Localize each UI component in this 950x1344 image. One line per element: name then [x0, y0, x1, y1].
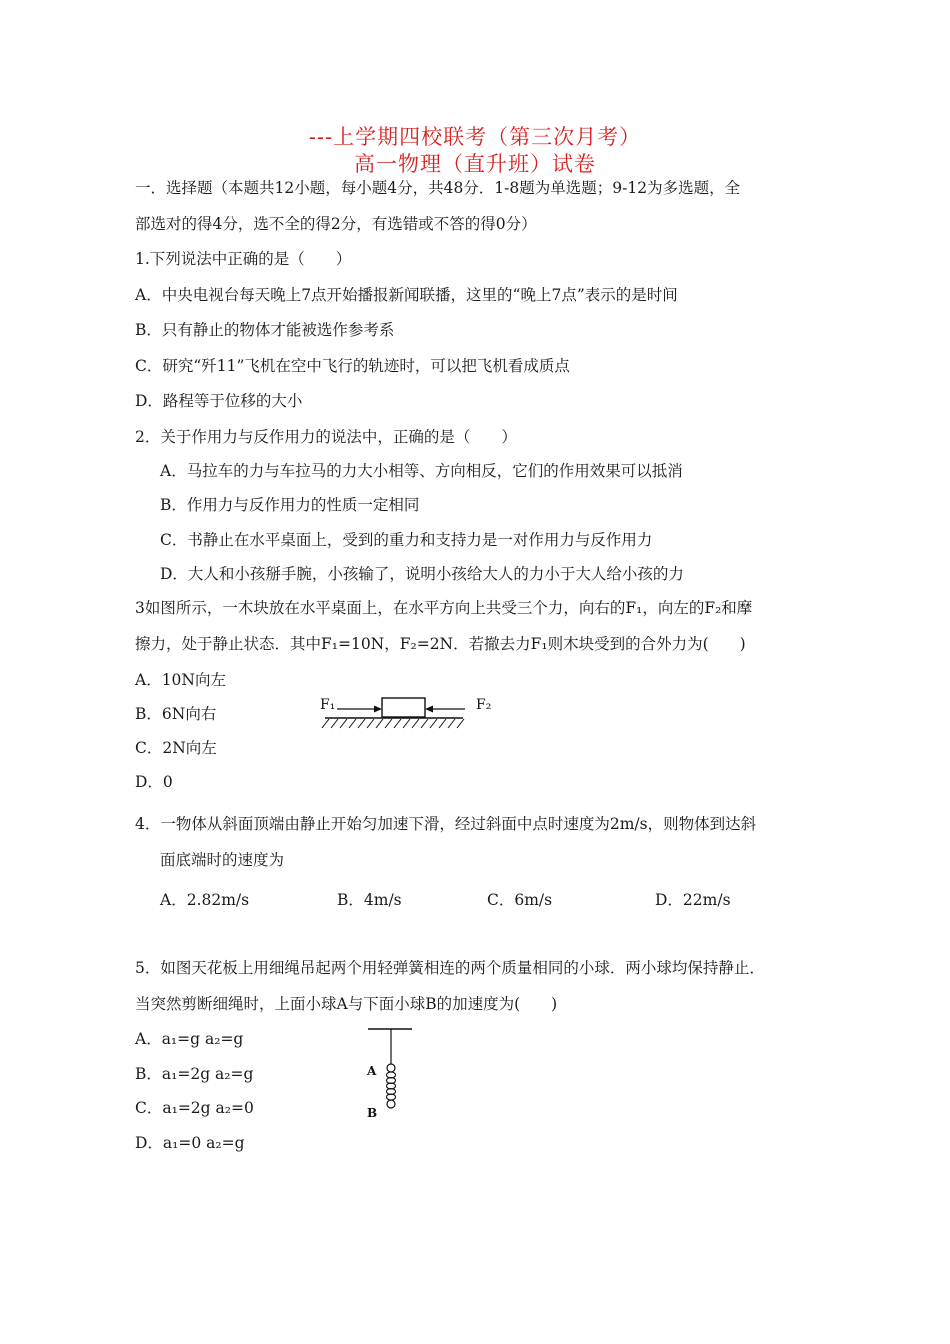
ball-b: [387, 1100, 395, 1108]
q4-option-c: C．6m/s: [487, 891, 553, 909]
q5-stem-line1: 5．如图天花板上用细绳吊起两个用轻弹簧相连的两个质量相同的小球．两小球均保持静止．: [135, 959, 765, 977]
q2-option-b: B．作用力与反作用力的性质一定相同: [160, 496, 420, 514]
q5-stem-line2: 当突然剪断细绳时，上面小球A与下面小球B的加速度为( ): [135, 995, 558, 1013]
ground-hatching: [322, 719, 464, 728]
q3-option-c: C．2N向左: [135, 739, 217, 757]
q3-stem-line1: 3如图所示，一木块放在水平桌面上，在水平方向上共受三个力，向右的F₁，向左的F₂和摩: [135, 599, 753, 617]
q4-option-d: D．22m/s: [655, 891, 731, 909]
q1-option-c: C．研究“歼11”飞机在空中飞行的轨迹时，可以把飞机看成质点: [135, 357, 570, 375]
arrow-f2-icon: [425, 706, 465, 713]
block-forces-figure: [315, 690, 500, 738]
q1-option-a: A．中央电视台每天晚上7点开始播报新闻联播，这里的“晚上7点”表示的是时间: [135, 286, 678, 304]
exam-title-line1: ---上学期四校联考（第三次月考）: [308, 125, 642, 149]
arrow-f1-icon: [337, 706, 382, 713]
q1-option-b: B．只有静止的物体才能被选作参考系: [135, 321, 395, 339]
force-f1-label: F₁: [320, 697, 336, 713]
q2-option-d: D．大人和小孩掰手腕，小孩输了，说明小孩给大人的力小于大人给小孩的力: [160, 565, 684, 583]
q3-option-a: A．10N向左: [135, 671, 226, 689]
q3-option-b: B．6N向右: [135, 705, 217, 723]
q2-stem: 2．关于作用力与反作用力的说法中，正确的是（ ）: [135, 428, 517, 446]
q1-stem: 1.下列说法中正确的是（ ）: [135, 250, 352, 268]
ball-b-label: B: [367, 1106, 378, 1120]
spring-balls-figure: [360, 1022, 420, 1124]
q5-option-b: B．a₁=2g a₂=g: [135, 1065, 254, 1083]
section-intro-line2: 部选对的得4分，选不全的得2分，有选错或不答的得0分）: [135, 215, 537, 233]
ball-a: [387, 1064, 395, 1072]
q2-option-c: C．书静止在水平桌面上，受到的重力和支持力是一对作用力与反作用力: [160, 531, 653, 549]
q4-stem-line1: 4．一物体从斜面顶端由静止开始匀加速下滑，经过斜面中点时速度为2m/s，则物体到达斜: [135, 815, 757, 833]
q4-stem-line2: 面底端时的速度为: [160, 851, 285, 869]
force-f2-label: F₂: [476, 697, 492, 713]
q4-option-a: A．2.82m/s: [160, 891, 250, 909]
q5-option-c: C．a₁=2g a₂=0: [135, 1099, 254, 1117]
section-intro-line1: 一．选择题（本题共12小题，每小题4分，共48分．1-8题为单选题；9-12为多选题，全: [135, 179, 741, 197]
spring-coil-icon: [387, 1072, 396, 1100]
exam-title-line2: 高一物理（直升班）试卷: [354, 152, 596, 176]
q5-option-a: A．a₁=g a₂=g: [135, 1030, 244, 1048]
ball-a-label: A: [367, 1064, 377, 1078]
q3-option-d: D．0: [135, 773, 173, 791]
q2-option-a: A．马拉车的力与车拉马的力大小相等、方向相反，它们的作用效果可以抵消: [160, 462, 683, 480]
q5-option-d: D．a₁=0 a₂=g: [135, 1134, 245, 1152]
q3-stem-line2: 擦力，处于静止状态．其中F₁=10N，F₂=2N．若撤去力F₁则木块受到的合外力为( ): [135, 635, 746, 653]
q4-option-b: B．4m/s: [337, 891, 402, 909]
q1-option-d: D．路程等于位移的大小: [135, 392, 303, 410]
wooden-block: [382, 698, 425, 717]
